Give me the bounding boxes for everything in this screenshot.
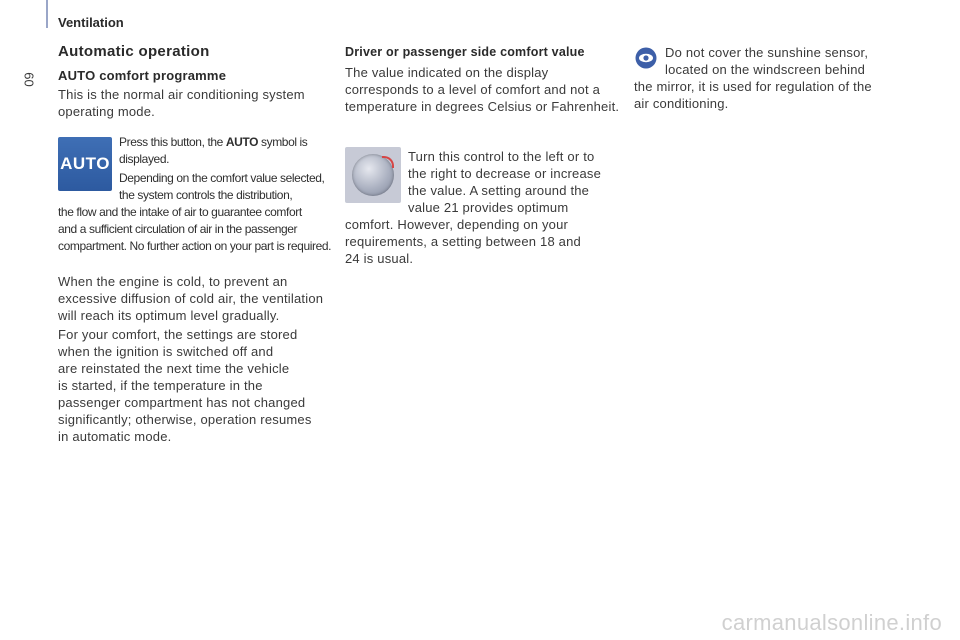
control-line-7: 24 is usual.: [345, 251, 414, 266]
cold-line-1: When the engine is cold, to prevent an: [58, 274, 288, 289]
intro-line-2: operating mode.: [58, 104, 155, 119]
note-line-1: [119, 134, 307, 151]
note-line-3: Depending on the comfort value selected,: [119, 171, 325, 185]
watermark-text: carmanualsonline.info: [721, 610, 942, 635]
comfort-control-knob-image: [345, 147, 401, 203]
note-line-6: and a sufficient circulation of air in the passenger: [58, 222, 298, 236]
display-line-1: The value indicated on the display: [345, 65, 549, 80]
subheading-auto-programme: AUTO comfort programme: [58, 68, 227, 83]
section-marker-bar: [46, 0, 48, 28]
eye-icon: [635, 47, 657, 69]
note-suffix: symbol is: [258, 135, 308, 149]
stored-line-3: are reinstated the next time the vehicle: [58, 361, 290, 376]
cold-line-3: will reach its optimum level gradually.: [58, 308, 280, 323]
note-prefix: Press this button, the: [119, 135, 226, 149]
note-line-4: the system controls the distribution,: [119, 188, 293, 202]
control-line-2: the right to decrease or increase: [408, 166, 602, 181]
auto-button-image: [58, 137, 112, 191]
control-line-6: requirements, a setting between 18 and: [345, 234, 581, 249]
section-title: Ventilation: [58, 15, 124, 30]
sensor-line-3: the mirror, it is used for regulation of the: [634, 79, 872, 94]
note-auto-bold: AUTO: [225, 135, 259, 149]
note-line-7: compartment. No further action on your part is required.: [58, 239, 332, 253]
control-line-1: Turn this control to the left or to: [408, 149, 595, 164]
stored-line-7: in automatic mode.: [58, 429, 172, 444]
stored-line-4: is started, if the temperature in the: [58, 378, 263, 393]
stored-line-1: For your comfort, the settings are stored: [58, 327, 298, 342]
intro-line-1: This is the normal air conditioning system: [58, 87, 305, 102]
sensor-line-2: located on the windscreen behind: [665, 62, 866, 77]
knob-red-arc: [382, 156, 394, 168]
auto-button-label: AUTO: [60, 154, 110, 173]
stored-line-6: significantly; otherwise, operation resumes: [58, 412, 312, 427]
sensor-line-1: Do not cover the sunshine sensor,: [665, 45, 869, 60]
stored-line-5: passenger compartment has not changed: [58, 395, 306, 410]
note-line-2: displayed.: [119, 152, 170, 166]
heading-automatic-operation: Automatic operation: [58, 43, 210, 60]
stored-line-2: when the ignition is switched off and: [58, 344, 274, 359]
control-line-3: the value. A setting around the: [408, 183, 590, 198]
display-line-3: temperature in degrees Celsius or Fahrenheit.: [345, 99, 620, 114]
note-line-5: the flow and the intake of air to guarantee comfort: [58, 205, 302, 219]
page-number: 60: [21, 72, 37, 87]
control-line-4: value 21 provides optimum: [408, 200, 569, 215]
control-line-5: comfort. However, depending on your: [345, 217, 569, 232]
display-line-2: corresponds to a level of comfort and not a: [345, 82, 601, 97]
cold-line-2: excessive diffusion of cold air, the ventilation: [58, 291, 324, 306]
heading-comfort-value: Driver or passenger side comfort value: [345, 45, 585, 59]
sensor-line-4: air conditioning.: [634, 96, 729, 111]
